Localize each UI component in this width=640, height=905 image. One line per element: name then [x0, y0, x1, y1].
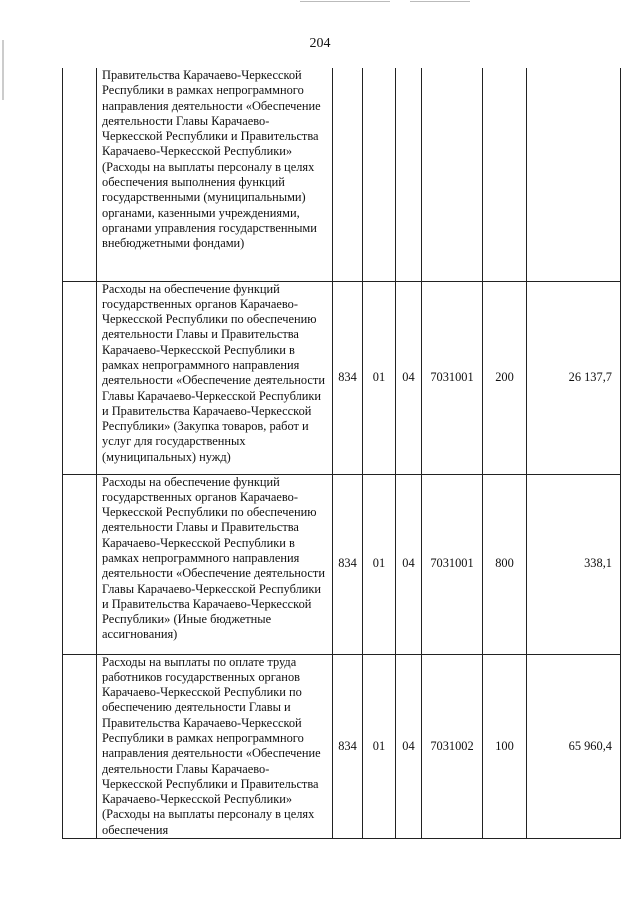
ministry-cell: 834 [333, 654, 363, 839]
ministry-cell: 834 [333, 281, 363, 474]
description-cell: Правительства Карачаево-Черкесской Республики в рамках непрограммного направления деятельности «Обеспечение деятельности Главы Карачаево-Черкесской Республики и Правительства Карачаево-Черкесской Республики» (Расходы на выплаты персоналу в целях обеспечения выполнения функций государственными (муниципальными) органами, казенными учреждениями, органами управления государственными внебюджетными фондами) [97, 68, 333, 281]
ministry-cell: 834 [333, 474, 363, 654]
description-cell: Расходы на обеспечение функций государственных органов Карачаево-Черкесской Республики по обеспечению деятельности Главы и Правительства Карачаево-Черкесской Республики в рамках непрограммного направления деятельности «Обеспечение деятельности Главы Карачаево-Черкесской Республики и Правительства Карачаево-Черкесской Республики» (Иные бюджетные ассигнования) [97, 474, 333, 654]
section-cell [363, 68, 396, 281]
scan-top-edge [0, 0, 640, 6]
table-row [63, 654, 621, 839]
table-row [63, 281, 621, 474]
expense-type-cell [483, 68, 527, 281]
expense-type-cell: 100 [483, 654, 527, 839]
page-number: 204 [309, 36, 331, 51]
subsection-cell: 04 [396, 474, 422, 654]
section-cell: 01 [363, 474, 396, 654]
table-row [63, 68, 621, 281]
target-article-cell [422, 68, 483, 281]
description-cell: Расходы на обеспечение функций государственных органов Карачаево-Черкесской Республики по обеспечению деятельности Главы и Правительства Карачаево-Черкесской Республики в рамках непрограммного направления деятельности «Обеспечение деятельности Главы Карачаево-Черкесской Республики и Правительства Карачаево-Черкесской Республики» (Закупка товаров, работ и услуг для государственных (муниципальных) нужд) [97, 281, 333, 474]
expense-type-cell: 200 [483, 281, 527, 474]
subsection-cell: 04 [396, 654, 422, 839]
index-cell [63, 654, 97, 839]
index-cell [63, 68, 97, 281]
budget-table [62, 68, 621, 839]
subsection-cell: 04 [396, 281, 422, 474]
amount-cell: 338,1 [527, 474, 621, 654]
index-cell [63, 281, 97, 474]
description-cell: Расходы на выплаты по оплате труда работников государственных органов Карачаево-Черкесской Республики по обеспечению деятельности Главы и Правительства Карачаево-Черкесской Республики в рамках непрограммного направления деятельности «Обеспечение деятельности Главы Карачаево-Черкесской Республики и Правительства Карачаево-Черкесской Республики» (Расходы на выплаты персоналу в целях обеспечения [97, 654, 333, 839]
target-article-cell: 7031002 [422, 654, 483, 839]
subsection-cell [396, 68, 422, 281]
amount-cell: 26 137,7 [527, 281, 621, 474]
target-article-cell: 7031001 [422, 474, 483, 654]
table-row [63, 474, 621, 654]
amount-cell: 65 960,4 [527, 654, 621, 839]
section-cell: 01 [363, 281, 396, 474]
expense-type-cell: 800 [483, 474, 527, 654]
ministry-cell [333, 68, 363, 281]
section-cell: 01 [363, 654, 396, 839]
amount-cell [527, 68, 621, 281]
target-article-cell: 7031001 [422, 281, 483, 474]
index-cell [63, 474, 97, 654]
